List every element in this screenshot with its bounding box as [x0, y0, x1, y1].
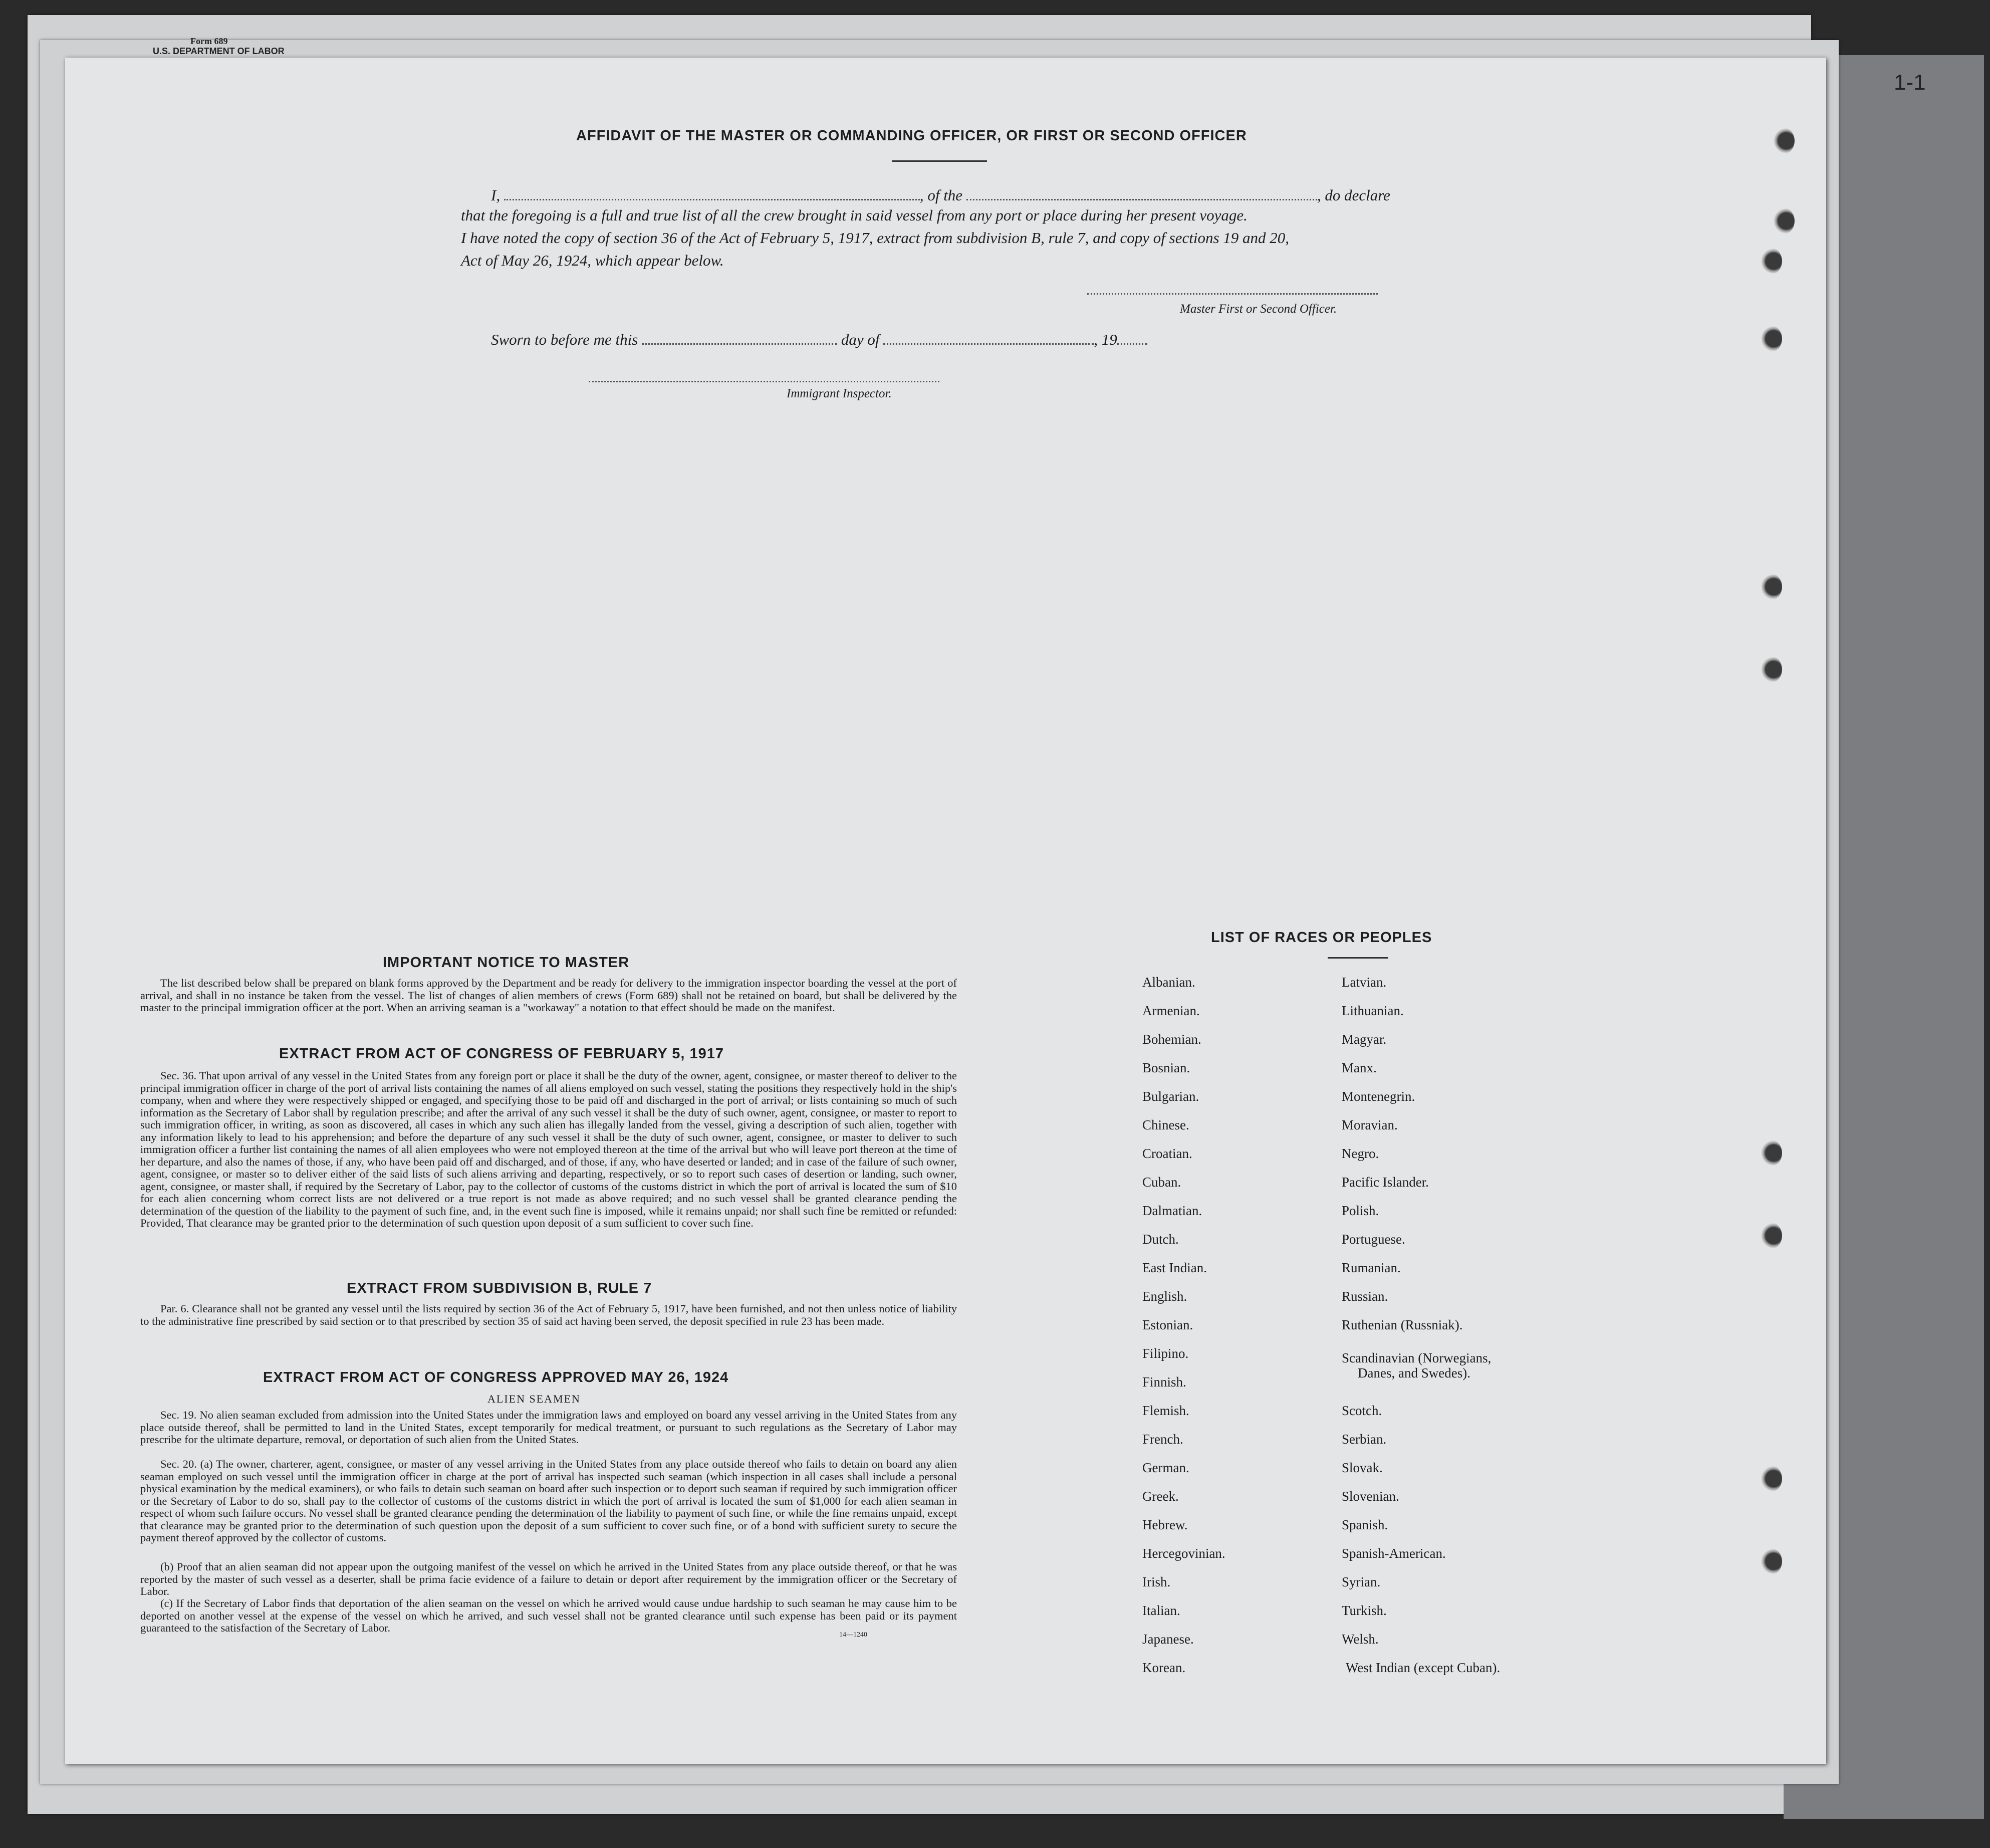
race-item: Spanish.: [1342, 1517, 1388, 1532]
sec20c-body: (c) If the Secretary of Labor finds that deportation of the alien seaman on the vessel on which he arrived would cause undue hardship to such seaman he may cause him to be deported on another vessel at the expense of the vessel on which he arrived, and such vessel shall not be granted clearance until such expense has been paid or its payment guaranteed to the satisfaction of the Secretary of Labor.: [140, 1597, 957, 1634]
sworn-line: [491, 328, 1147, 349]
month-field[interactable]: [883, 328, 1094, 345]
race-item: Welsh.: [1342, 1632, 1379, 1647]
punch-hole: [1761, 656, 1782, 682]
race-item: Latvian.: [1342, 975, 1387, 990]
race-item: Japanese.: [1142, 1632, 1194, 1647]
notice-body: The list described below shall be prepared on blank forms approved by the Department and be ready for delivery to the immigration inspector boarding the vessel at the port of arrival, and shall in no instance be taken from the vessel. The list of changes of alien members of crews (Form 689) shall not be retained on board, but shall be delivered by the master to the principal immigration officer at the port. When an arriving seaman is a "workaway" a notation to that effect should be made on the manifest.: [140, 977, 957, 1014]
race-item: French.: [1142, 1432, 1183, 1447]
race-item: German.: [1142, 1460, 1189, 1475]
race-item: Irish.: [1142, 1574, 1171, 1589]
race-item: West Indian (except Cuban).: [1346, 1660, 1501, 1675]
race-item: Dutch.: [1142, 1232, 1179, 1247]
race-item: Russian.: [1342, 1289, 1388, 1304]
day-of-label: day of: [841, 331, 880, 348]
race-item: Portuguese.: [1342, 1232, 1405, 1247]
race-item: Hebrew.: [1142, 1517, 1188, 1532]
master-signature-line[interactable]: [1087, 293, 1378, 295]
race-item: Albanian.: [1142, 975, 1195, 990]
punch-hole: [1761, 1223, 1782, 1249]
race-item: Spanish-American.: [1342, 1546, 1446, 1561]
race-item: Estonian.: [1142, 1317, 1193, 1332]
year-field[interactable]: [1117, 328, 1147, 345]
race-item: Finnish.: [1142, 1374, 1186, 1390]
race-item: Bosnian.: [1142, 1060, 1190, 1075]
race-item: English.: [1142, 1289, 1187, 1304]
race-item: Montenegrin.: [1342, 1089, 1415, 1104]
affidavit-line1: [491, 184, 1390, 204]
race-item: Ruthenian (Russniak).: [1342, 1317, 1463, 1332]
alien-seamen-subtitle: ALIEN SEAMEN: [487, 1393, 581, 1405]
day-field[interactable]: [642, 328, 837, 345]
extract-1917-title: EXTRACT FROM ACT OF CONGRESS OF FEBRUARY 5, 1917: [279, 1046, 724, 1062]
race-item: Pacific Islander.: [1342, 1175, 1429, 1190]
name-field[interactable]: [504, 184, 920, 200]
sec20b-body: (b) Proof that an alien seaman did not appear upon the outgoing manifest of the vessel on which he arrived in the United States from any place outside thereof, or that he was reported by the master of such vessel as a deserter, shall be prima facie evidence of a failure to detain or deport after requirement by the immigration officer or the Secretary of Labor.: [140, 1560, 957, 1597]
punch-hole: [1761, 1140, 1782, 1166]
notice-title: IMPORTANT NOTICE TO MASTER: [383, 955, 630, 971]
race-item: East Indian.: [1142, 1260, 1207, 1275]
master-signature-label: Master First or Second Officer.: [1180, 302, 1337, 316]
races-divider: [1328, 957, 1388, 959]
race-item: Danes, and Swedes).: [1358, 1365, 1470, 1380]
race-item: Turkish.: [1342, 1603, 1387, 1618]
subdivision-title: EXTRACT FROM SUBDIVISION B, RULE 7: [347, 1280, 652, 1296]
declare-label: , do declare: [1317, 186, 1390, 204]
race-item: Syrian.: [1342, 1574, 1381, 1589]
race-item: Magyar.: [1342, 1032, 1387, 1047]
corner-note: 1-1: [1894, 70, 1926, 95]
race-item: Scandinavian (Norwegians,: [1342, 1350, 1491, 1365]
i-label: I,: [491, 186, 501, 204]
race-item: Slovenian.: [1342, 1489, 1399, 1504]
race-item: Greek.: [1142, 1489, 1179, 1504]
race-item: Lithuanian.: [1342, 1003, 1404, 1018]
race-item: Polish.: [1342, 1203, 1379, 1218]
affidavit-line2: that the foregoing is a full and true list of all the crew brought in said vessel from any port or place during her present voyage.: [461, 206, 1248, 224]
race-item: Manx.: [1342, 1060, 1377, 1075]
race-item: Chinese.: [1142, 1117, 1189, 1132]
race-item: Flemish.: [1142, 1403, 1189, 1418]
subdivision-body: Par. 6. Clearance shall not be granted any vessel until the lists required by section 36 of the Act of February 5, 1917, have been furnished, and not then unless notice of liability to the administrative fine prescribed by said section or to that prescribed by section 35 of said act having been served, the deposit specified in rule 23 has been made.: [140, 1302, 957, 1327]
race-item: Cuban.: [1142, 1175, 1181, 1190]
race-item: Serbian.: [1342, 1432, 1387, 1447]
punch-hole: [1761, 574, 1782, 600]
race-item: Scotch.: [1342, 1403, 1382, 1418]
form-number: Form 689: [190, 36, 228, 46]
extract-1924-title: EXTRACT FROM ACT OF CONGRESS APPROVED MAY 26, 1924: [263, 1369, 729, 1385]
race-item: Armenian.: [1142, 1003, 1200, 1018]
punch-hole: [1774, 128, 1795, 154]
punch-hole: [1761, 1466, 1782, 1492]
form-page: [65, 58, 1826, 1764]
race-item: Rumanian.: [1342, 1260, 1401, 1275]
of-the-label: , of the: [919, 186, 963, 204]
sec20a-body: Sec. 20. (a) The owner, charterer, agent, consignee, or master of any vessel arriving in the United States from any place outside thereof who fails to detain on board any alien seaman employed on such vessel until the immigration officer in charge at the port of arrival has inspected such seaman (which inspection in all cases shall include a personal physical examination by the medical examiners), or who fails to detain such seaman on board after such inspection or to deport such seaman if required by such immigration officer or the Secretary of Labor to do so, shall pay to the collector of customs of the customs district in which the port of arrival is located the sum of $1,000 for each alien seaman in respect of whom such failure occurs. No vessel shall be granted clearance pending the determination of the liability to payment of such fine, or while the fine remains unpaid, except that clearance may be granted prior to the determination of such question upon the deposit of a sum sufficient to cover such fine, or of a bond with sufficient surety to secure the payment thereof approved by the collector of customs.: [140, 1458, 957, 1544]
punch-hole: [1761, 248, 1782, 274]
race-item: Moravian.: [1342, 1117, 1398, 1132]
inspector-signature-line[interactable]: [589, 381, 939, 382]
race-item: Dalmatian.: [1142, 1203, 1202, 1218]
print-code: 14—1240: [839, 1631, 867, 1639]
affidavit-title: AFFIDAVIT OF THE MASTER OR COMMANDING OFFICER, OR FIRST OR SECOND OFFICER: [576, 128, 1247, 144]
race-item: Bulgarian.: [1142, 1089, 1199, 1104]
race-item: Hercegovinian.: [1142, 1546, 1225, 1561]
extract-1917-body: Sec. 36. That upon arrival of any vessel in the United States from any foreign port or place it shall be the duty of the owner, agent, consignee, or master thereof to deliver to the principal immigration officer in charge of the port of arrival lists containing the names of all aliens employed on such vessel, stating the positions they respectively hold in the ship's company, when and where they were respectively shipped or engaged, and specifying those to be paid off and discharged in the port of arrival; or lists containing so much of such information as the Secretary of Labor shall by regulation prescribe; and after the arrival of any such vessel it shall be the duty of such owner, agent, consignee, or master to report to such immigration officer, in writing, as soon as discovered, all cases in which any such alien has illegally landed from the vessel, giving a description of such alien, together with any information likely to lead to his apprehension; and before the departure of any such vessel it shall be the duty of such owner, agent, consignee, or master to deliver to such immigration officer a further list containing the names of all alien employees who were not employed thereon at the time of the arrival but who will leave port thereon at the time of her departure, and also the names of those, if any, who have been paid off and discharged, and of those, if any, who have deserted or landed; and in case of the failure of such owner, agent, consignee, or master so to deliver either of the said lists of such aliens arriving and departing, respectively, or so to report such cases of desertion or landing, such owner, agent, consignee, or master shall, if required by the Secretary of Labor, pay to the collector of customs of the customs district in which the port of arrival is located the sum of $10 for each alien concerning whom correct lists are not delivered or a true report is not made as above required; and no such vessel shall be granted clearance pending the determination of the question of the liability to the payment of such fine, and, in the event such fine is imposed, while it remains unpaid; nor shall such fine be remitted or refunded: Provided, That clearance may be granted prior to the determination of such question upon deposit of a sum sufficient to cover such fine.: [140, 1069, 957, 1229]
race-item: Negro.: [1342, 1146, 1379, 1161]
divider: [892, 160, 987, 162]
punch-hole: [1774, 208, 1795, 234]
race-item: Croatian.: [1142, 1146, 1192, 1161]
race-item: Italian.: [1142, 1603, 1180, 1618]
race-item: Filipino.: [1142, 1346, 1189, 1361]
race-item: Slovak.: [1342, 1460, 1383, 1475]
affidavit-line4: Act of May 26, 1924, which appear below.: [461, 252, 724, 269]
punch-hole: [1761, 326, 1782, 352]
races-title: LIST OF RACES OR PEOPLES: [1211, 930, 1432, 946]
sworn-label: Sworn to before me this: [491, 331, 638, 348]
race-item: Korean.: [1142, 1660, 1186, 1675]
inspector-signature-label: Immigrant Inspector.: [787, 387, 892, 400]
sec19-body: Sec. 19. No alien seaman excluded from admission into the United States under the immigration laws and employed on board any vessel arriving in the United States from any place outside thereof, shall be permitted to land in the United States, except temporarily for medical treatment, or pursuant to such regulations as the Secretary of Labor may prescribe for the ultimate departure, removal, or deportation of such alien from the United States.: [140, 1409, 957, 1446]
department-label: U.S. DEPARTMENT OF LABOR: [153, 46, 285, 56]
year-label: , 19: [1094, 331, 1117, 348]
race-item: Bohemian.: [1142, 1032, 1201, 1047]
vessel-field[interactable]: [966, 184, 1317, 200]
affidavit-line3: I have noted the copy of section 36 of the Act of February 5, 1917, extract from subdivision B, rule 7, and copy of sections 19 and 20,: [461, 229, 1290, 247]
punch-hole: [1761, 1548, 1782, 1574]
